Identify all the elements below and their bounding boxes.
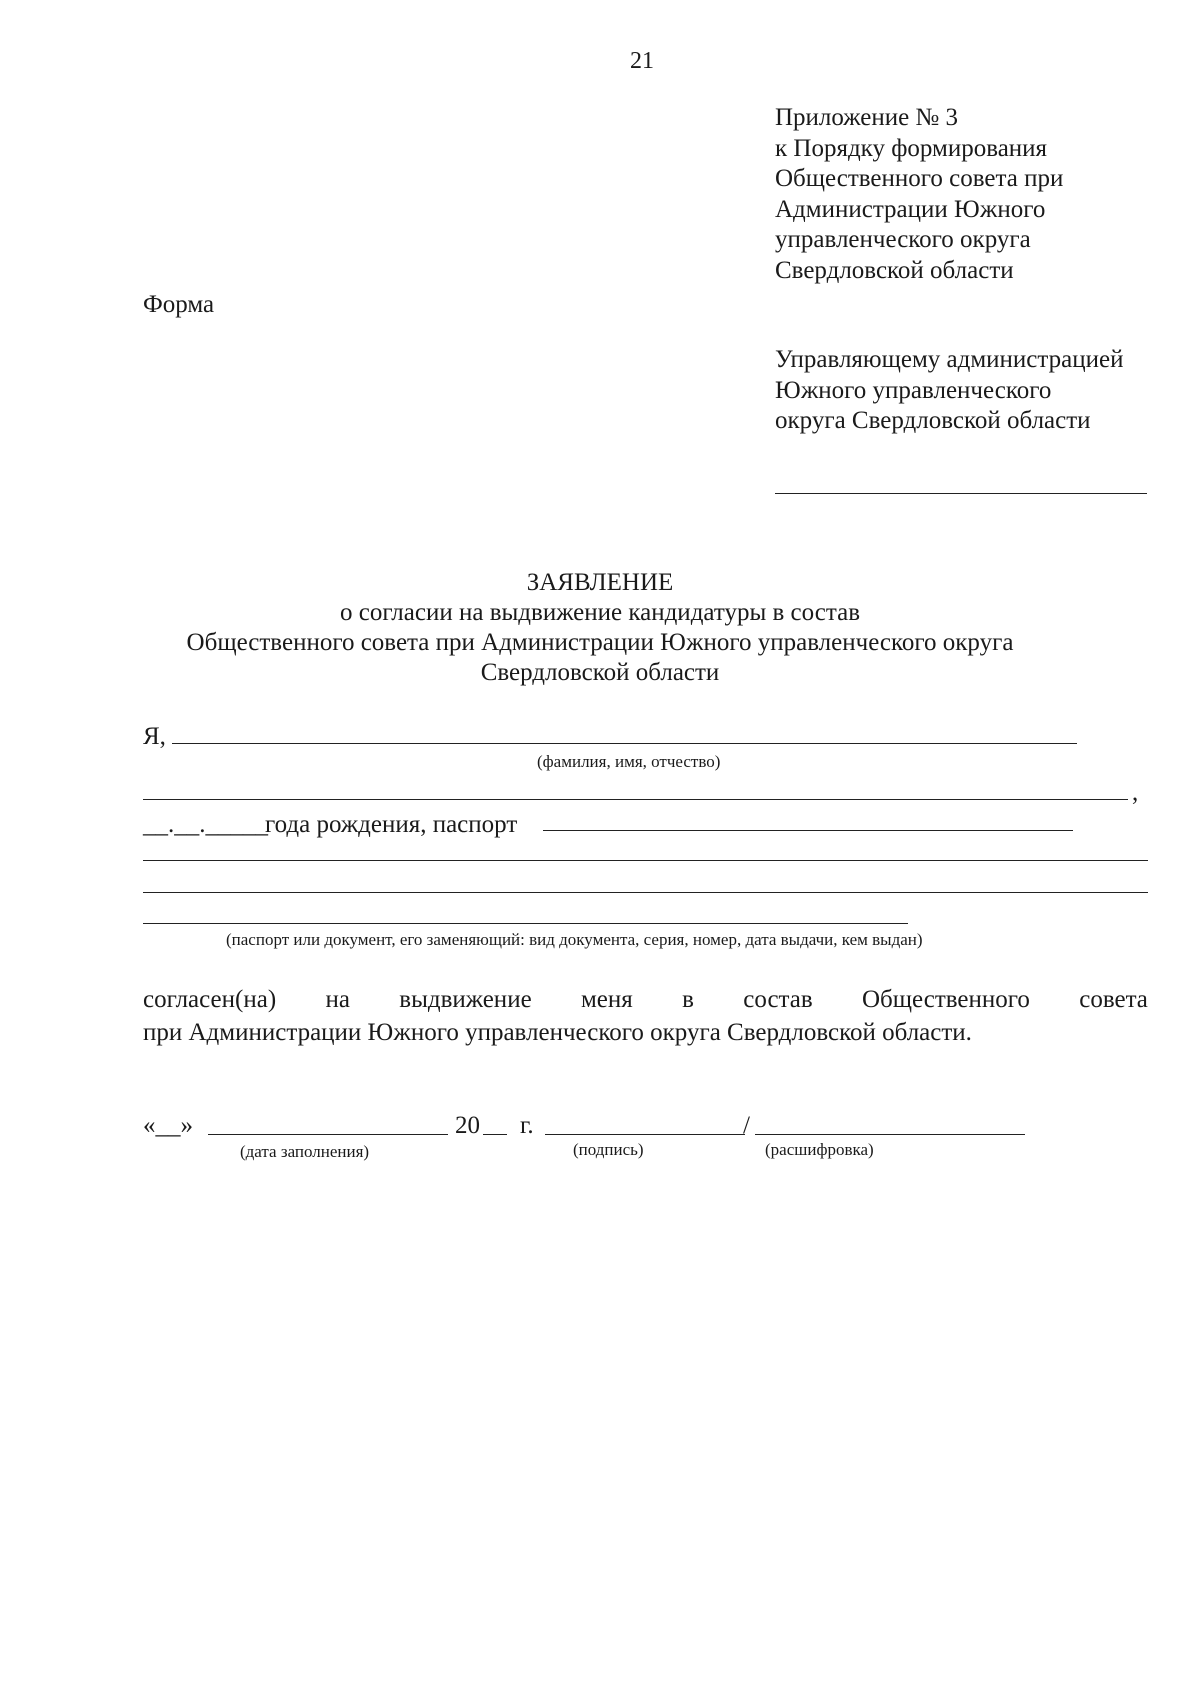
- signature-line[interactable]: [545, 1134, 745, 1135]
- consent-word: выдвижение: [399, 986, 532, 1013]
- consent-word: Общественного: [861, 986, 1030, 1013]
- addressee-line: округа Свердловской области: [775, 407, 1091, 434]
- consent-word: на: [325, 986, 350, 1013]
- appendix-block: [775, 103, 1063, 286]
- birth-label: года рождения, паспорт: [265, 811, 518, 838]
- year-prefix: 20: [455, 1112, 480, 1139]
- appendix-line: Администрации Южного: [775, 195, 1046, 223]
- appendix-line: Свердловской области: [775, 256, 1014, 284]
- date-caption: (дата заполнения): [240, 1142, 370, 1161]
- passport-line-3[interactable]: [143, 892, 1148, 893]
- page-number: 21: [630, 48, 654, 74]
- day-mask[interactable]: «__»: [143, 1112, 193, 1139]
- signature-slash: /: [743, 1112, 750, 1139]
- decoding-line[interactable]: [755, 1134, 1025, 1135]
- appendix-line: Приложение № 3: [775, 104, 959, 131]
- year-suffix: г.: [520, 1112, 534, 1139]
- title-subline: Общественного совета при Администрации Южного управленческого округа: [186, 629, 1014, 656]
- addressee-block: [775, 345, 1123, 437]
- consent-word: состав: [743, 986, 813, 1013]
- passport-line-2[interactable]: [143, 860, 1148, 861]
- passport-caption: (паспорт или документ, его заменяющий: вид документа, серия, номер, дата выдачи, кем выдан): [226, 930, 923, 949]
- name-continuation-line[interactable]: [143, 799, 1128, 800]
- appendix-line: к Порядку формирования: [775, 134, 1048, 162]
- document-title: ЗАЯВЛЕНИЕ: [526, 569, 674, 596]
- consent-line-2: при Администрации Южного управленческого округа Свердловской области.: [143, 1019, 972, 1046]
- name-prefix: Я,: [143, 723, 166, 750]
- title-subline: о согласии на выдвижение кандидатуры в состав: [339, 599, 861, 626]
- full-name-line[interactable]: [172, 743, 1077, 744]
- date-line[interactable]: [208, 1134, 448, 1135]
- passport-line[interactable]: [543, 830, 1073, 831]
- name-caption: (фамилия, имя, отчество): [537, 752, 721, 771]
- appendix-line: управленческого округа: [775, 226, 1031, 253]
- title-subline: Свердловской области: [480, 659, 720, 686]
- consent-line-1: [143, 986, 1148, 1014]
- form-label: Форма: [143, 291, 215, 318]
- passport-line-4[interactable]: [143, 923, 908, 924]
- signature-caption: (подпись): [573, 1140, 644, 1159]
- consent-word: совета: [1079, 986, 1148, 1013]
- comma: ,: [1132, 779, 1139, 806]
- consent-word: в: [682, 986, 694, 1013]
- addressee-line: Южного управленческого: [775, 376, 1052, 404]
- consent-word: меня: [580, 986, 633, 1013]
- addressee-line: Управляющему администрацией: [775, 346, 1124, 373]
- appendix-line: Общественного совета при: [775, 165, 1064, 192]
- addressee-name-line[interactable]: [775, 493, 1147, 494]
- consent-word: согласен(на): [143, 986, 277, 1013]
- decoding-caption: (расшифровка): [765, 1140, 874, 1159]
- birth-date-mask[interactable]: __.__._____: [143, 811, 268, 838]
- year-line[interactable]: [483, 1134, 507, 1135]
